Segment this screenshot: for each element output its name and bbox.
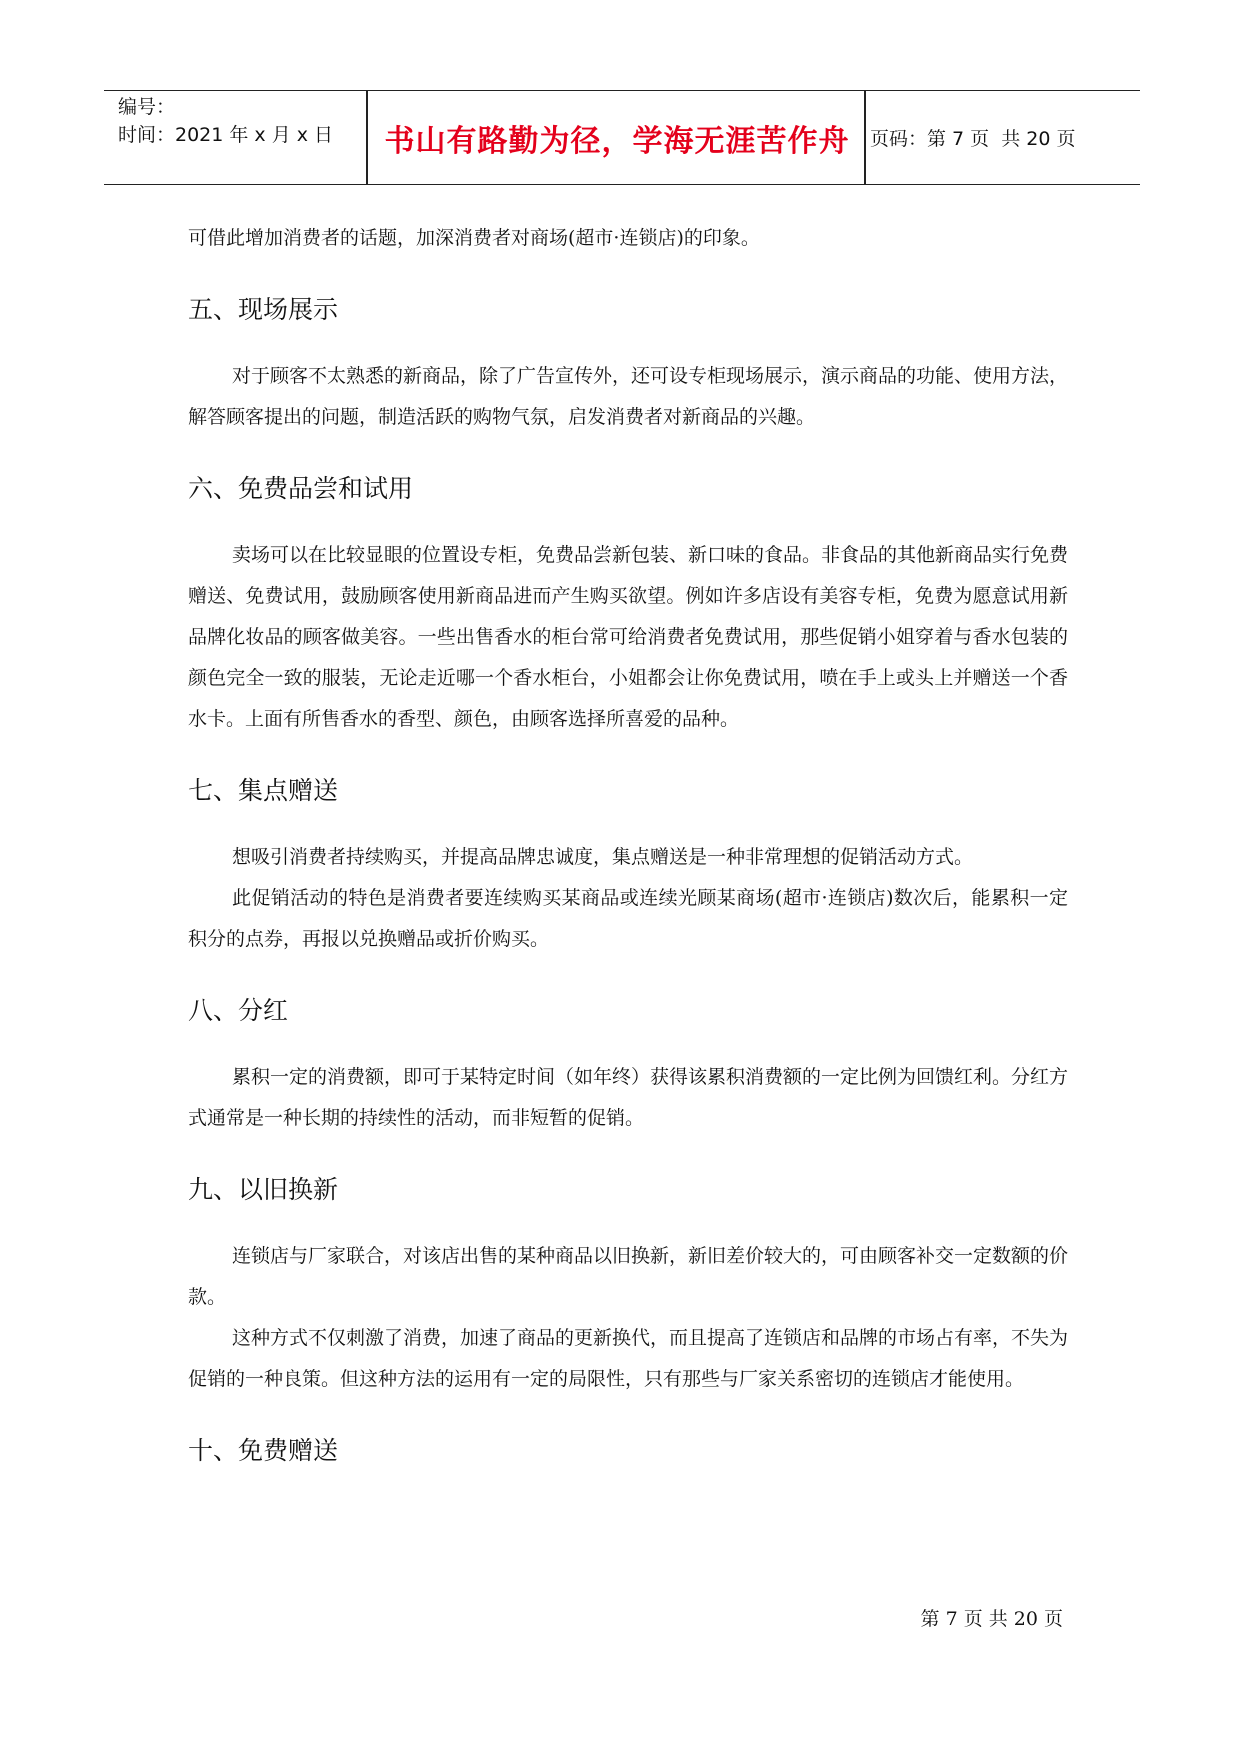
header-page-info: 页码：第 7 页 共 20 页 xyxy=(870,128,1076,150)
section-title-6: 六、免费品尝和试用 xyxy=(188,474,414,503)
header-divider-left xyxy=(366,91,368,184)
section-8-paragraph-1: 累积一定的消费额，即可于某特定时间（如年终）获得该累积消费额的一定比例为回馈红利。分红方式通常是一种长期的持续性的活动，而非短暂的促销。 xyxy=(188,1066,1069,1129)
section-5-paragraph-1: 对于顾客不太熟悉的新商品，除了广告宣传外，还可设专柜现场展示，演示商品的功能、使用方法，解答顾客提出的问题，制造活跃的购物气氛，启发消费者对新商品的兴趣。 xyxy=(188,365,1069,428)
section-title-10: 十、免费赠送 xyxy=(188,1436,339,1465)
intro-paragraph: 可借此增加消费者的话题，加深消费者对商场(超市·连锁店)的印象。 xyxy=(188,227,760,249)
header-time-label: 时间：2021 年 x 月 x 日 xyxy=(118,124,334,146)
section-9-paragraph-2: 这种方式不仅刺激了消费，加速了商品的更新换代，而且提高了连锁店和品牌的市场占有率，不失为促销的一种良策。但这种方法的运用有一定的局限性，只有那些与厂家关系密切的连锁店才能使用。 xyxy=(188,1327,1069,1390)
section-6-paragraph-1: 卖场可以在比较显眼的位置设专柜，免费品尝新包装、新口味的食品。非食品的其他新商品实行免费赠送、免费试用，鼓励顾客使用新商品进而产生购买欲望。例如许多店设有美容专柜，免费为愿意试用新品牌化妆品的顾客做美容。一些出售香水的柜台常可给消费者免费试用，那些促销小姐穿着与香水包装的颜色完全一致的服装，无论走近哪一个香水柜台，小姐都会让你免费试用，喷在手上或头上并赠送一个香水卡。上面有所售香水的香型、颜色，由顾客选择所喜爱的品种。 xyxy=(188,544,1069,730)
header-divider-right xyxy=(864,91,866,184)
section-7-paragraph-2: 此促销活动的特色是消费者要连续购买某商品或连续光顾某商场(超市·连锁店)数次后，能累积一定积分的点券，再报以兑换赠品或折价购买。 xyxy=(188,887,1068,950)
section-title-7: 七、集点赠送 xyxy=(188,776,339,805)
header-number-label: 编号： xyxy=(118,96,176,118)
document-body xyxy=(188,218,1068,1471)
header-meta xyxy=(118,93,368,149)
header-motto: 书山有路勤为径，学海无涯苦作舟 xyxy=(384,123,850,159)
section-title-8: 八、分红 xyxy=(188,996,289,1025)
page-footer: 第 7 页 共 20 页 xyxy=(920,1608,1063,1630)
section-title-5: 五、现场展示 xyxy=(188,295,339,324)
section-7-paragraph-1: 想吸引消费者持续购买，并提高品牌忠诚度，集点赠送是一种非常理想的促销活动方式。 xyxy=(232,846,974,868)
section-title-9: 九、以旧换新 xyxy=(188,1175,339,1204)
page-header xyxy=(104,90,1140,185)
section-9-paragraph-1: 连锁店与厂家联合，对该店出售的某种商品以旧换新，新旧差价较大的，可由顾客补交一定数额的价款。 xyxy=(188,1245,1069,1308)
